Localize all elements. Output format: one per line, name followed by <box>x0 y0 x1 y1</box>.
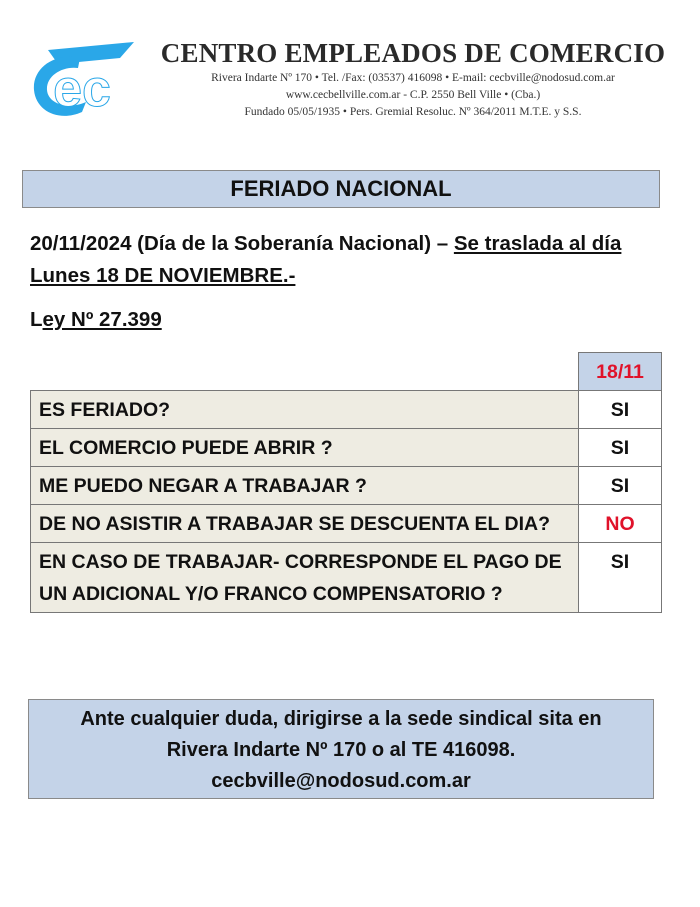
answer-cell: NO <box>579 505 662 543</box>
org-web-line: www.cecbellville.com.ar - C.P. 2550 Bell Ville • (Cba.) <box>285 89 541 101</box>
answer-cell: SI <box>579 391 662 429</box>
law-prefix: L <box>30 308 43 331</box>
footer-email: cecbville@nodosud.com.ar <box>211 770 471 792</box>
question-cell: EN CASO DE TRABAJAR- CORRESPONDE EL PAGO DE UN ADICIONAL Y/O FRANCO COMPENSATORIO ? <box>31 543 579 613</box>
footer-line-2: Rivera Indarte Nº 170 o al TE 416098. <box>166 739 516 761</box>
question-cell: EL COMERCIO PUEDE ABRIR ? <box>31 429 579 467</box>
ec-logo <box>30 40 134 120</box>
answer-cell: SI <box>579 429 662 467</box>
holiday-qa-table <box>30 352 662 613</box>
header-empty-cell <box>31 353 579 391</box>
law-reference <box>30 308 162 332</box>
notice-title: FERIADO NACIONAL <box>22 170 660 208</box>
table-row <box>31 505 662 543</box>
table-row <box>31 467 662 505</box>
org-contact-line: Rivera Indarte Nº 170 • Tel. /Fax: (03537) 416098 • E-mail: cecbville@nodosud.com.ar <box>211 72 615 84</box>
question-cell: DE NO ASISTIR A TRABAJAR SE DESCUENTA EL DIA? <box>31 505 579 543</box>
date-column-header: 18/11 <box>579 353 662 391</box>
holiday-moved-text: Se traslada al día Lunes 18 DE NOVIEMBRE.- <box>30 232 622 287</box>
logo-text: ec <box>53 60 111 118</box>
holiday-date-paragraph <box>30 228 670 292</box>
question-cell: ES FERIADO? <box>31 391 579 429</box>
contact-footer <box>28 699 654 799</box>
law-number: ey Nº 27.399 <box>42 308 162 331</box>
answer-cell: SI <box>579 543 662 613</box>
footer-line-1: Ante cualquier duda, dirigirse a la sede sindical sita en <box>80 708 602 730</box>
question-cell: ME PUEDO NEGAR A TRABAJAR ? <box>31 467 579 505</box>
table-header-row <box>31 353 662 391</box>
org-name: CENTRO EMPLEADOS DE COMERCIO <box>160 38 666 68</box>
holiday-date-text: 20/11/2024 (Día de la Soberanía Nacional) – <box>30 232 454 255</box>
table-row <box>31 429 662 467</box>
org-founded-line: Fundado 05/05/1935 • Pers. Gremial Resoluc. Nº 364/2011 M.T.E. y S.S. <box>244 106 582 118</box>
table-row <box>31 391 662 429</box>
letterhead <box>30 36 680 126</box>
table-row <box>31 543 662 613</box>
answer-cell: SI <box>579 467 662 505</box>
